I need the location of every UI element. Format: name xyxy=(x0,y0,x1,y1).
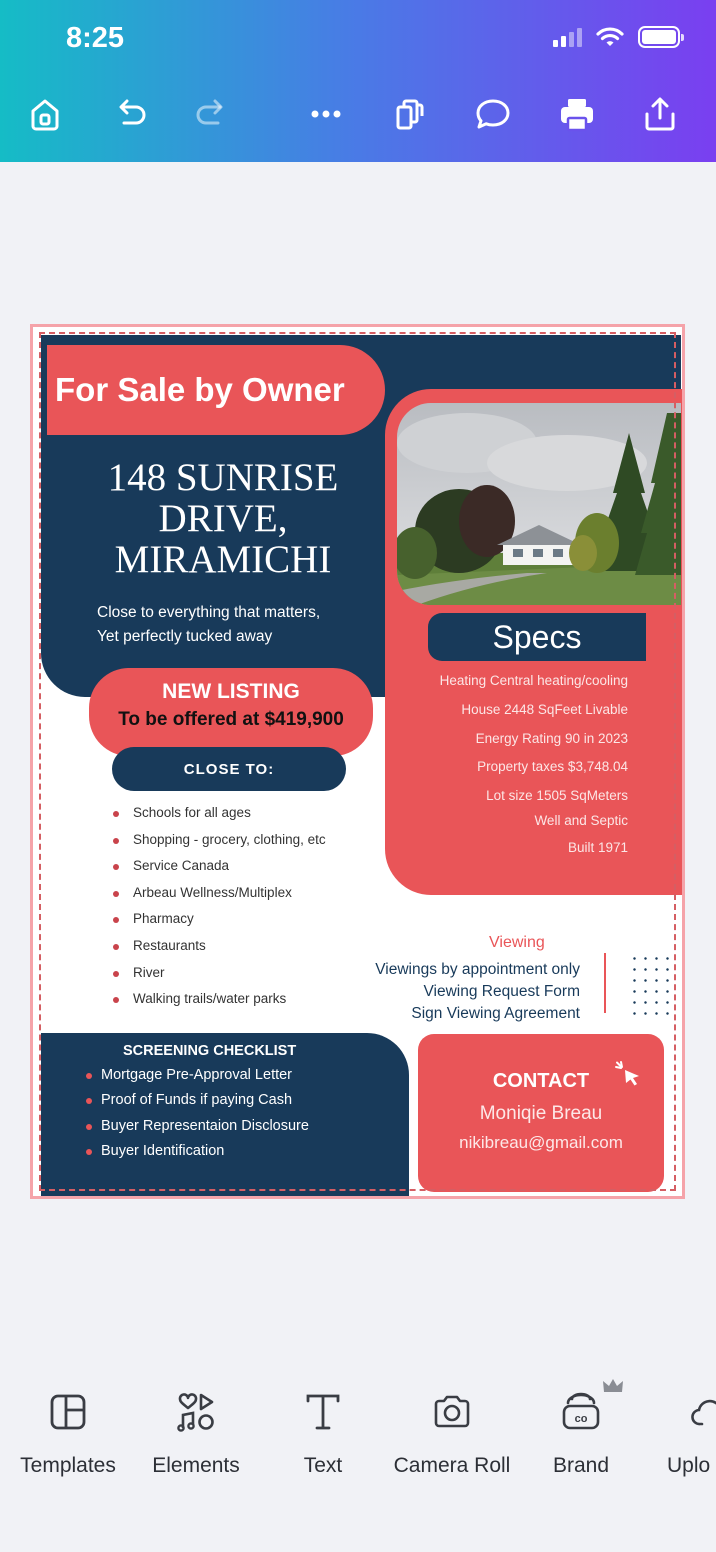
list-item: Mortgage Pre-Approval Letter xyxy=(85,1067,309,1092)
contact-card[interactable] xyxy=(418,1034,664,1192)
tagline[interactable]: Close to everything that matters, Yet perfectly tucked away xyxy=(97,604,321,645)
list-item: Buyer Identification xyxy=(85,1143,309,1168)
for-sale-banner[interactable]: For Sale by Owner xyxy=(47,345,385,435)
print-icon[interactable] xyxy=(555,92,599,136)
design-canvas[interactable] xyxy=(30,324,685,1199)
list-item: River xyxy=(111,965,326,992)
elements-button[interactable]: Elements xyxy=(126,1390,266,1478)
divider xyxy=(604,953,606,1013)
pages-icon[interactable] xyxy=(388,92,432,136)
brand-icon xyxy=(559,1390,603,1434)
svg-text:co: co xyxy=(574,1413,588,1425)
list-item: Pharmacy xyxy=(111,911,326,938)
list-item: Buyer Representaion Disclosure xyxy=(85,1118,309,1143)
status-time: 8:25 xyxy=(66,22,125,54)
new-listing-badge[interactable] xyxy=(89,668,373,756)
top-toolbar xyxy=(0,0,716,162)
text-icon xyxy=(301,1390,345,1434)
crown-icon xyxy=(601,1376,625,1396)
camera-icon xyxy=(430,1390,474,1434)
more-icon[interactable] xyxy=(304,92,348,136)
contact-title: CONTACT xyxy=(492,1070,590,1092)
redo-icon[interactable] xyxy=(190,92,234,136)
contact-email: nikibreau@gmail.com xyxy=(459,1133,623,1152)
spec-line: Property taxes $3,748.04 xyxy=(477,759,628,774)
property-address[interactable]: 148 SUNRISE DRIVE, MIRAMICHI xyxy=(107,456,339,581)
brand-button[interactable]: co Brand xyxy=(511,1390,651,1478)
house-photo[interactable] xyxy=(397,403,681,605)
specs-heading[interactable]: Specs xyxy=(428,613,646,661)
cursor-click-icon xyxy=(613,1059,643,1089)
list-item: Walking trails/water parks xyxy=(111,991,326,1018)
upload-icon xyxy=(688,1390,716,1434)
home-icon[interactable] xyxy=(23,92,67,136)
spec-line: House 2448 SqFeet Livable xyxy=(461,702,628,717)
list-item: Arbeau Wellness/Multiplex xyxy=(111,885,326,912)
spec-line: Energy Rating 90 in 2023 xyxy=(475,731,628,746)
new-listing-title: NEW LISTING xyxy=(162,680,300,703)
close-to-label[interactable]: CLOSE TO: xyxy=(112,747,346,791)
spec-line: Well and Septic xyxy=(534,813,628,828)
list-item: Service Canada xyxy=(111,858,326,885)
viewing-line: Viewings by appointment only xyxy=(375,961,580,978)
listing-price: To be offered at $419,900 xyxy=(118,709,344,730)
comment-icon[interactable] xyxy=(471,92,515,136)
templates-icon xyxy=(46,1390,90,1434)
viewing-title[interactable]: Viewing xyxy=(489,934,545,951)
elements-icon xyxy=(174,1390,218,1434)
screening-list xyxy=(85,1067,309,1168)
contact-name: Moniqie Breau xyxy=(479,1103,603,1124)
viewing-line: Viewing Request Form xyxy=(423,983,580,1000)
status-icons xyxy=(553,26,680,48)
undo-icon[interactable] xyxy=(108,92,152,136)
list-item: Schools for all ages xyxy=(111,805,326,832)
list-item: Restaurants xyxy=(111,938,326,965)
camera-roll-button[interactable]: Camera Roll xyxy=(382,1390,522,1478)
battery-icon xyxy=(638,26,680,48)
close-to-list[interactable] xyxy=(111,805,326,1018)
spec-line: Heating Central heating/cooling xyxy=(439,673,628,688)
share-icon[interactable] xyxy=(638,92,682,136)
wifi-icon xyxy=(596,26,624,48)
text-button[interactable]: Text xyxy=(253,1390,393,1478)
screening-title: SCREENING CHECKLIST xyxy=(123,1043,297,1059)
viewing-line: Sign Viewing Agreement xyxy=(411,1005,580,1022)
dot-pattern xyxy=(629,953,673,1017)
list-item: Shopping - grocery, clothing, etc xyxy=(111,832,326,859)
cellular-signal-icon xyxy=(553,27,582,47)
list-item: Proof of Funds if paying Cash xyxy=(85,1092,309,1117)
uploads-button[interactable]: Uplo xyxy=(640,1390,716,1478)
spec-line: Lot size 1505 SqMeters xyxy=(486,788,628,803)
templates-button[interactable]: Templates xyxy=(0,1390,138,1478)
spec-line: Built 1971 xyxy=(567,840,628,855)
